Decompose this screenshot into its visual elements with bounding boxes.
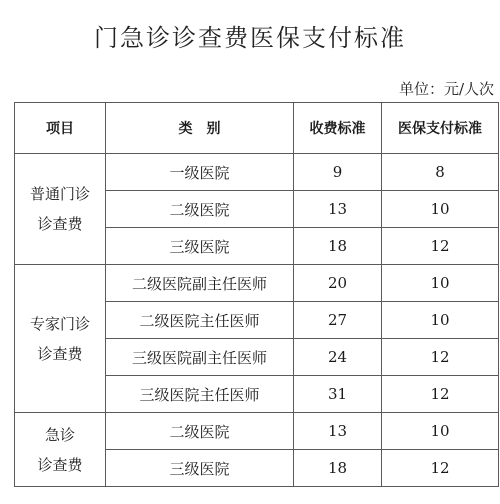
fee-cell: 13 <box>294 191 382 228</box>
standard-cell: 8 <box>382 154 499 191</box>
fee-cell: 24 <box>294 339 382 376</box>
standard-cell: 12 <box>382 339 499 376</box>
header-item: 项目 <box>15 103 106 154</box>
standard-cell: 12 <box>382 228 499 265</box>
category-cell: 二级医院 <box>106 413 294 450</box>
item-cell-general <box>15 154 106 265</box>
category-cell: 三级医院副主任医师 <box>106 339 294 376</box>
header-insurance-standard: 医保支付标准 <box>382 103 499 154</box>
category-cell: 二级医院主任医师 <box>106 302 294 339</box>
item-label-line: 普通门诊 <box>29 185 90 203</box>
category-cell: 三级医院 <box>106 450 294 487</box>
item-label-line: 急诊 <box>44 425 75 444</box>
standard-cell: 10 <box>382 191 499 228</box>
table-row <box>15 265 499 302</box>
item-cell-expert <box>15 265 106 413</box>
document-title: 门急诊诊查费医保支付标准 <box>94 24 406 52</box>
header-fee: 收费标准 <box>294 103 382 154</box>
category-cell: 二级医院副主任医师 <box>106 265 294 302</box>
item-cell-emergency <box>15 413 106 487</box>
item-label-line: 诊查费 <box>37 455 83 474</box>
fee-table <box>14 102 499 487</box>
category-cell: 三级医院 <box>106 228 294 265</box>
standard-cell: 10 <box>382 302 499 339</box>
fee-cell: 20 <box>294 265 382 302</box>
table-row <box>15 413 499 450</box>
standard-cell: 10 <box>382 265 499 302</box>
header-category: 类 别 <box>106 103 294 154</box>
category-cell: 一级医院 <box>106 154 294 191</box>
category-cell: 三级医院主任医师 <box>106 376 294 413</box>
table-row <box>15 154 499 191</box>
standard-cell: 10 <box>382 413 499 450</box>
table-header-row <box>15 103 499 154</box>
category-cell: 二级医院 <box>106 191 294 228</box>
fee-cell: 9 <box>294 154 382 191</box>
fee-cell: 18 <box>294 450 382 487</box>
standard-cell: 12 <box>382 376 499 413</box>
fee-cell: 27 <box>294 302 382 339</box>
fee-cell: 13 <box>294 413 382 450</box>
item-label-line: 诊查费 <box>37 344 83 363</box>
unit-note: 单位：元/人次 <box>398 80 494 98</box>
item-label-line: 专家门诊 <box>29 314 90 333</box>
item-label-line: 诊查费 <box>37 215 83 233</box>
standard-cell: 12 <box>382 450 499 487</box>
fee-cell: 31 <box>294 376 382 413</box>
fee-cell: 18 <box>294 228 382 265</box>
